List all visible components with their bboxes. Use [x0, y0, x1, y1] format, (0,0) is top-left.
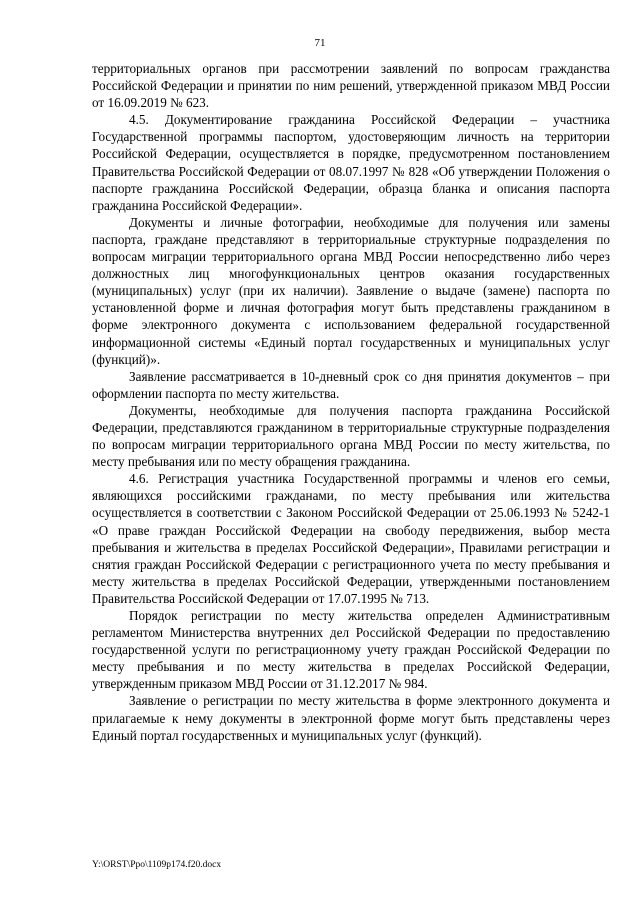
footer-file-path: Y:\ORST\Ppo\1109p174.f20.docx	[92, 860, 222, 870]
paragraph-registration-procedure: Порядок регистрации по месту жительства определен Административным регламентом Министерства внутренних дел Российской Федерации по предоставлению государственной услуги по регистрационному учету граждан Российской Федерации по месту пребывания и по месту жительства в пределах Российской Федерации, утвержденным приказом МВД России от 31.12.2017 № 984.	[92, 608, 610, 692]
paragraph-4-5: 4.5. Документирование гражданина Российской Федерации – участника Государственной программы паспортом, удостоверяющим личность на территории Российской Федерации, осуществляется в порядке, предусмотренном постановлением Правительства Российской Федерации от 08.07.1997 № 828 «Об утверждении Положения о паспорте гражданина Российской Федерации, образца бланка и описания паспорта гражданина Российской Федерации».	[92, 112, 610, 213]
paragraph-documents-photos: Документы и личные фотографии, необходимые для получения или замены паспорта, граждане представляют в территориальные структурные подразделения по вопросам миграции территориального органа МВД России непосредственно либо через должностных лиц многофункциональных центров оказания государственных (муниципальных) услуг (при их наличии). Заявление о выдаче (замене) паспорта по установленной форме и личная фотография могут быть представлены гражданином в форме электронного документа с использованием федеральной государственной информационной системы «Единый портал государственных и муниципальных услуг (функций)».	[92, 214, 610, 367]
paragraph-electronic-application: Заявление о регистрации по месту жительства в форме электронного документа и прилагаемые к нему документы в электронной форме могут быть представлены через Единый портал государственных и муниципальных услуг (функций).	[92, 693, 610, 743]
page-number: 71	[314, 37, 326, 49]
paragraph-review-period: Заявление рассматривается в 10-дневный срок со дня принятия документов – при оформлении паспорта по месту жительства.	[92, 368, 610, 401]
paragraph-continuation: территориальных органов при рассмотрении заявлений по вопросам гражданства Российской Федерации и принятии по ним решений, утвержденной приказом МВД России от 16.09.2019 № 623.	[92, 61, 610, 111]
paragraph-4-6: 4.6. Регистрация участника Государственной программы и членов его семьи, являющихся российскими гражданами, по месту пребывания или жительства осуществляется в соответствии с Законом Российской Федерации от 25.06.1993 № 5242-1 «О праве граждан Российской Федерации на свободу передвижения, выбор места пребывания и жительства в пределах Российской Федерации», Правилами регистрации и снятия граждан Российской Федерации с регистрационного учета по месту пребывания и месту жительства в пределах Российской Федерации, утвержденными постановлением Правительства Российской Федерации от 17.07.1995 № 713.	[92, 471, 610, 606]
paragraph-passport-documents: Документы, необходимые для получения паспорта гражданина Российской Федерации, представляются гражданином в территориальные структурные подразделения по вопросам миграции территориального органа МВД России по месту жительства, по месту пребывания или по месту обращения гражданина.	[92, 402, 610, 470]
document-body	[92, 60, 610, 744]
